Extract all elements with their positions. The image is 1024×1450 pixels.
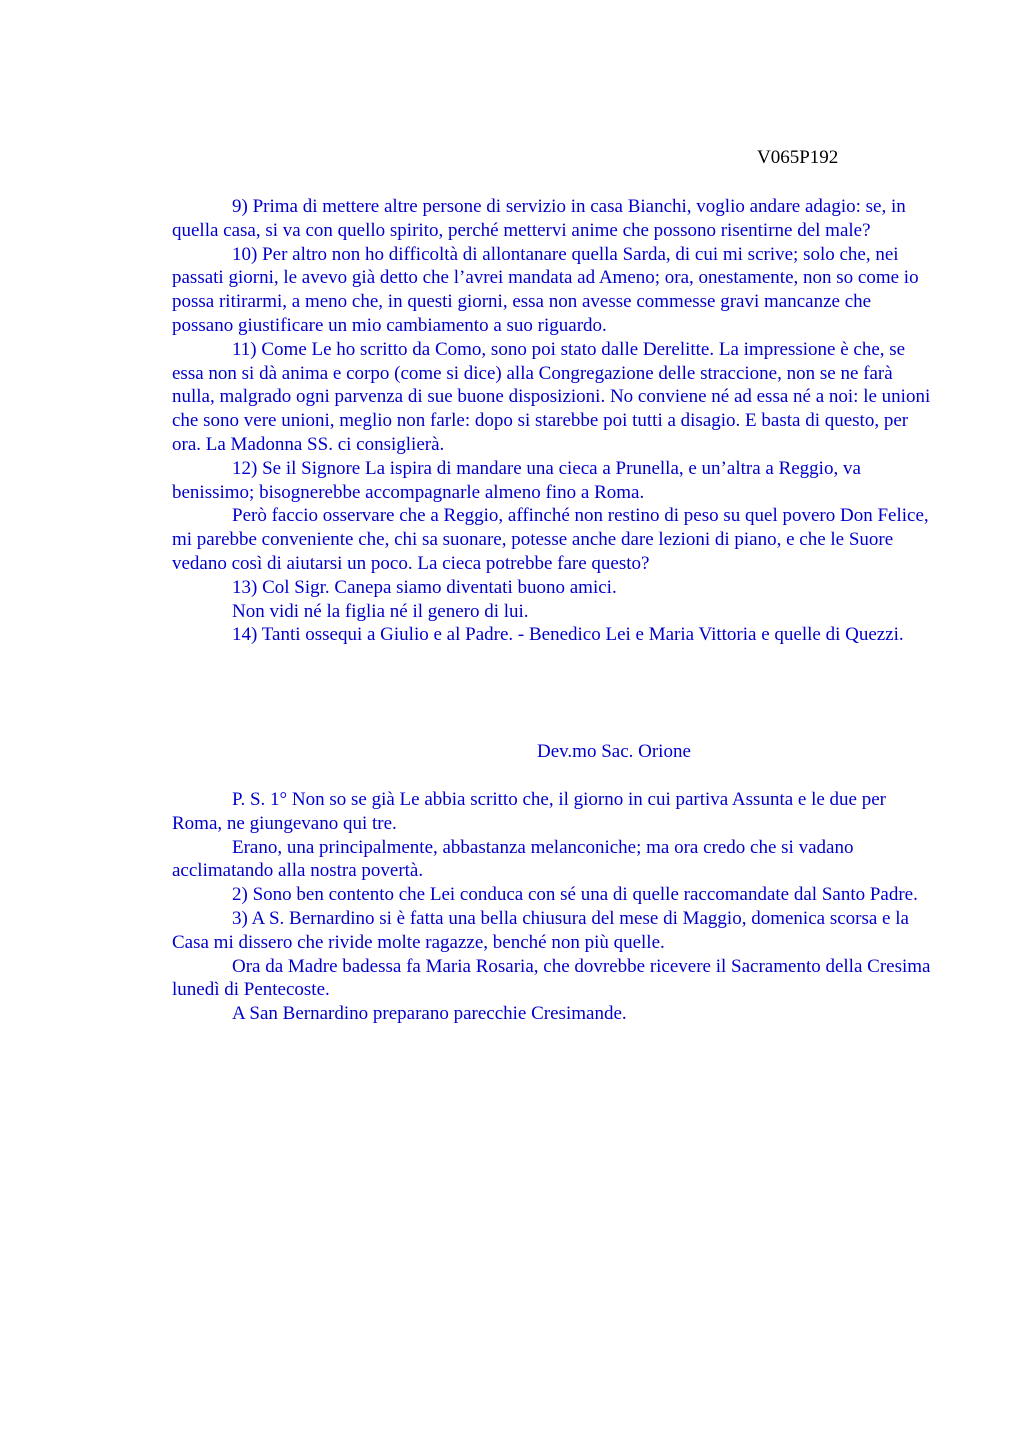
paragraph-11: 11) Come Le ho scritto da Como, sono poi stato dalle Derelitte. La impressione è che, se essa non si dà anima e corpo (come si dice) alla Congregazione delle straccione, non se ne farà nulla, malgrado ogni parvenza di sue buone disposizioni. No conviene né ad essa né a noi: le unioni che sono vere unioni, meglio non farle: dopo si starebbe poi tutti a disagio. E basta di questo, per ora. La Madonna SS. ci consiglierà. [172,338,931,455]
paragraph-10: 10) Per altro non ho difficoltà di allontanare quella Sarda, di cui mi scrive; solo che, nei passati giorni, le avevo già detto che l’avrei mandata ad Ameno; ora, onestamente, non so come io possa ritirarmi, a meno che, in questi giorni, essa non avesse commesse gravi mancanze che possano giustificare un mio cambiamento a suo riguardo. [172,243,919,336]
paragraph-12: 12) Se il Signore La ispira di mandare una cieca a Prunella, e un’altra a Reggio, va benissimo; bisognerebbe accompagnarle almeno fino a Roma. [172,457,861,503]
postscript-paragraph-1: P. S. 1° Non so se già Le abbia scritto che, il giorno in cui partiva Assunta e le due per Roma, ne giungevano qui tre. [172,789,886,834]
postscript-paragraph-2: 2) Sono ben contento che Lei conduca con sé una di quelle raccomandate dal Santo Padre. [232,884,918,906]
postscript-paragraph-1-continued: Erano, una principalmente, abbastanza melanconiche; ma ora credo che si vadano acclimatando alla nostra povertà. [172,836,854,882]
paragraph-9: 9) Prima di mettere altre persone di servizio in casa Bianchi, voglio andare adagio: se, in quella casa, si va con quello spirito, perché mettervi anime che possono risentirne del male? [172,196,906,241]
paragraph-13-continued: Non vidi né la figlia né il genero di lui. [232,600,529,622]
letter-body [172,195,932,647]
postscript-paragraph-3: 3) A S. Bernardino si è fatta una bella chiusura del mese di Maggio, domenica scorsa e la Casa mi dissero che rivide molte ragazze, benché non più quelle. [172,907,909,953]
signature: Dev.mo Sac. Orione [537,741,691,762]
page-reference: V065P192 [757,147,839,168]
postscript [172,788,932,1026]
paragraph-14: 14) Tanti ossequi a Giulio e al Padre. - Benedico Lei e Maria Vittoria e quelle di Quezzi. [232,624,904,646]
postscript-paragraph-3-continued: Ora da Madre badessa fa Maria Rosaria, che dovrebbe ricevere il Sacramento della Cresima lunedì di Pentecoste. [172,955,931,1001]
paragraph-12-continued: Però faccio osservare che a Reggio, affinché non restino di peso su quel povero Don Felice, mi parebbe conveniente che, chi sa suonare, potesse anche dare lezioni di piano, e che le Suore vedano così di aiutarsi un poco. La cieca potrebbe fare questo? [172,505,929,574]
postscript-paragraph-3-final: A San Bernardino preparano parecchie Cresimande. [232,1003,627,1025]
paragraph-13: 13) Col Sigr. Canepa siamo diventati buono amici. [232,576,617,598]
